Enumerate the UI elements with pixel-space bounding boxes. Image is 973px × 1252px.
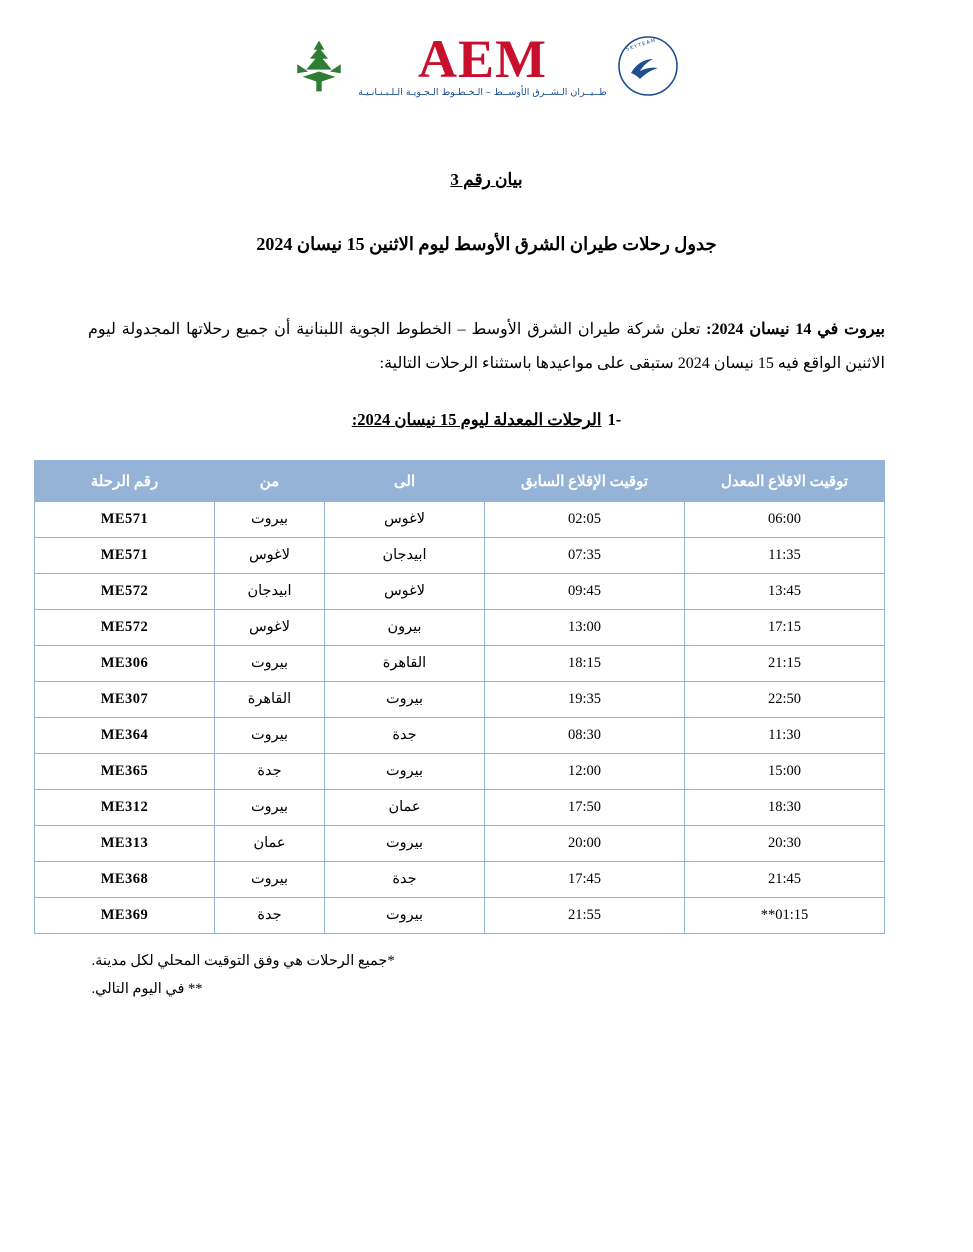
column-header-to: الى [325,461,485,502]
column-header-new-time: توقيت الاقلاع المعدل [685,461,885,502]
mea-subtitle: طــيــران الـشــرق الأوســط – الـخـطـوط الـجـويـة الـلـبـنـانـيـة [358,87,607,99]
cell-new-time: 21:15 [685,646,885,682]
cell-from: بيروت [215,862,325,898]
mea-letters [418,29,547,89]
cell-to: جدة [325,862,485,898]
cell-flight-number: ME369 [35,898,215,934]
cell-old-time: 17:50 [485,790,685,826]
cell-from: جدة [215,754,325,790]
cell-old-time: 18:15 [485,646,685,682]
cell-flight-number: ME571 [35,538,215,574]
flights-table-body [35,502,885,934]
table-row [35,502,885,538]
cell-old-time: 09:45 [485,574,685,610]
table-row [35,898,885,934]
cell-from: بيروت [215,718,325,754]
logo-header [0,0,973,98]
cell-new-time: 20:30 [685,826,885,862]
mea-letter-a: A [418,29,458,89]
cell-from: بيروت [215,790,325,826]
footnote-next-day: ** في اليوم التالي. [91,981,203,998]
skyteam-icon [617,35,679,97]
table-row [35,646,885,682]
table-row [35,790,885,826]
cell-from: لاغوس [215,610,325,646]
page-title: جدول رحلات طيران الشرق الأوسط ليوم الاثنين 15 نيسان 2024 [256,234,717,255]
cell-flight-number: ME365 [35,754,215,790]
cell-from: القاهرة [215,682,325,718]
table-row [35,610,885,646]
document-body [0,170,973,1003]
mea-letter-m: M [495,29,547,89]
cell-new-time: 11:30 [685,718,885,754]
cell-flight-number: ME368 [35,862,215,898]
cell-to: القاهرة [325,646,485,682]
cell-new-time: 06:00 [685,502,885,538]
cell-from: بيروت [215,646,325,682]
cell-new-time: 18:30 [685,790,885,826]
cell-old-time: 17:45 [485,862,685,898]
cell-to: ابيدجان [325,538,485,574]
table-row [35,862,885,898]
table-header-row [35,461,885,502]
svg-text:SKYTEAM: SKYTEAM [625,37,657,53]
cell-flight-number: ME364 [35,718,215,754]
cell-flight-number: ME306 [35,646,215,682]
table-row [35,754,885,790]
cell-flight-number: ME313 [35,826,215,862]
cell-to: بيروت [325,826,485,862]
cell-to: بيرون [325,610,485,646]
cell-new-time: 22:50 [685,682,885,718]
flights-table [34,460,885,934]
cell-new-time: 15:00 [685,754,885,790]
statement-number: بيان رقم 3 [450,170,523,190]
cell-flight-number: ME571 [35,502,215,538]
cell-to: لاغوس [325,574,485,610]
cell-old-time: 08:30 [485,718,685,754]
intro-paragraph-lead: بيروت في 14 نيسان 2024: [706,321,885,339]
cell-old-time: 19:35 [485,682,685,718]
column-header-flight-number: رقم الرحلة [35,461,215,502]
column-header-old-time: توقيت الإقلاع السابق [485,461,685,502]
intro-paragraph [88,313,885,380]
mea-letter-e: E [458,29,496,89]
mea-wordmark [358,29,607,99]
cell-from: لاغوس [215,538,325,574]
cedar-tree-icon [290,37,348,95]
intro-paragraph-rest: تعلن شركة طيران الشرق الأوسط – الخطوط الجوية اللبنانية أن جميع رحلاتها المجدولة ليوم الاثنين الواقع فيه 15 نيسان 2024 ستبقى على مواعيدها باستثناء الرحلات التالية: [88,321,885,372]
cell-to: جدة [325,718,485,754]
cell-from: جدة [215,898,325,934]
column-header-from: من [215,461,325,502]
cell-to: بيروت [325,754,485,790]
skyteam-logo [617,35,679,97]
section-heading [88,410,885,430]
table-row [35,682,885,718]
cell-old-time: 02:05 [485,502,685,538]
mea-logo [290,29,683,99]
table-row [35,718,885,754]
cell-to: لاغوس [325,502,485,538]
cell-old-time: 21:55 [485,898,685,934]
footnote-local-time: *جميع الرحلات هي وفق التوقيت المحلي لكل مدينة. [91,953,395,970]
cell-flight-number: ME312 [35,790,215,826]
cell-new-time: 01:15** [685,898,885,934]
cell-new-time: 21:45 [685,862,885,898]
cell-new-time: 13:45 [685,574,885,610]
cell-old-time: 13:00 [485,610,685,646]
cell-to: بيروت [325,682,485,718]
cell-old-time: 20:00 [485,826,685,862]
table-row [35,538,885,574]
cell-from: عمان [215,826,325,862]
table-row [35,826,885,862]
cell-from: بيروت [215,502,325,538]
cell-new-time: 11:35 [685,538,885,574]
cell-flight-number: ME307 [35,682,215,718]
section-title: الرحلات المعدلة ليوم 15 نيسان 2024: [351,410,602,430]
cell-old-time: 07:35 [485,538,685,574]
cell-new-time: 17:15 [685,610,885,646]
cell-flight-number: ME572 [35,574,215,610]
cell-old-time: 12:00 [485,754,685,790]
section-number: -1 [607,410,622,430]
cell-flight-number: ME572 [35,610,215,646]
cell-from: ابيدجان [215,574,325,610]
cell-to: بيروت [325,898,485,934]
footnotes [92,948,882,1003]
table-row [35,574,885,610]
cell-to: عمان [325,790,485,826]
